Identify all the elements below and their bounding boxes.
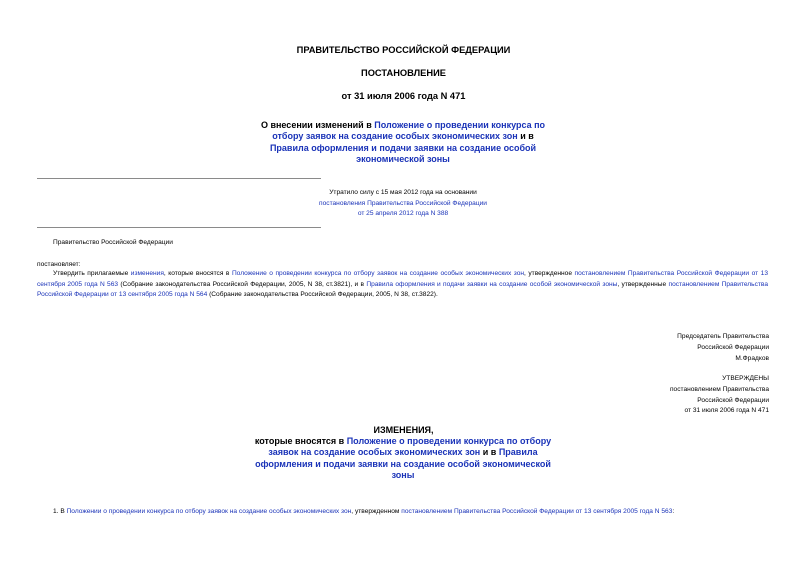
body-paragraph: Утвердить прилагаемые изменения, которые вносятся в Положение о проведении конкурса по отбору заявок на создание особых экономических зон, утвержденное постановлением Правительства Российской Федерации от 13 сентября 2005 года N 563 (Собрание законодательства Российской Федерации, 2005, N 38, ст.3821), и в Правила оформления и подачи заявки на создание особой экономической зоны, утвержденные постановлением Правительства Российской Федерации от 13 сентября 2005 года N 564 (Собрание законодательства Российской Федерации, 2005, N 38, ст.3822). <box>37 270 768 299</box>
item-1-link-regulation[interactable]: Положении о проведении конкурса по отбору заявок на создание особых экономических зон <box>66 508 352 515</box>
signature-block <box>549 332 769 364</box>
document-date-number: от 31 июля 2006 года N 471 <box>341 91 466 101</box>
status-link-decree-date[interactable]: от 25 апреля 2012 года N 388 <box>357 210 449 218</box>
changes-link-regulation[interactable]: Положение о проведении конкурса по отбору заявок на создание особых экономических зон <box>268 436 552 458</box>
link-changes[interactable]: изменения <box>130 270 164 277</box>
body-intro: Правительство Российской Федерации <box>53 239 173 246</box>
approval-block <box>549 374 769 417</box>
changes-heading: ИЗМЕНЕНИЯ, <box>373 425 434 435</box>
document-type: ПОСТАНОВЛЕНИЕ <box>361 68 446 78</box>
link-decree-564[interactable]: постановлением Правительства Российской Федерации от 13 сентября 2005 года N 564 <box>37 280 768 299</box>
status-link-decree[interactable]: постановления Правительства Российской Федерации <box>319 199 487 207</box>
title-link-regulation[interactable]: Положение о проведении конкурса по отбору заявок на создание особых экономических зон <box>272 120 546 142</box>
signature-name: М.Фрадков <box>735 354 769 362</box>
signature-position: Председатель Правительства <box>677 333 769 340</box>
link-rules[interactable]: Правила оформления и подачи заявки на создание особой экономической зоны <box>366 280 618 288</box>
approval-line-3: Российской Федерации <box>697 396 769 404</box>
body-decrees: постановляет: <box>37 261 81 268</box>
link-regulation[interactable]: Положение о проведении конкурса по отбору заявок на создание особых экономических зон <box>231 270 525 277</box>
document-title <box>253 120 553 166</box>
status-line: Утратило силу с 15 мая 2012 года на основании <box>329 189 477 196</box>
approval-line-2: постановлением Правительства <box>669 385 769 393</box>
title-conjunction: и в <box>517 131 534 142</box>
title-link-rules[interactable]: Правила оформления и подачи заявки на создание особой экономической зоны <box>269 142 537 165</box>
divider-bottom <box>37 227 321 228</box>
item-1-link-decree[interactable]: постановлением Правительства Российской Федерации от 13 сентября 2005 года N 563 <box>401 508 673 515</box>
link-decree-563[interactable]: постановлением Правительства Российской Федерации от 13 сентября 2005 года N 563 <box>37 270 768 288</box>
signature-country: Российской Федерации <box>697 343 769 351</box>
government-name: ПРАВИТЕЛЬСТВО РОССИЙСКОЙ ФЕДЕРАЦИИ <box>296 45 511 55</box>
approval-date: от 31 июля 2006 года N 471 <box>684 407 769 415</box>
title-prefix: О внесении изменений в <box>260 120 375 130</box>
changes-subtitle: которые вносятся в Положение о проведении конкурса по отбору заявок на создание особых экономических зон и в Правила оформления и подачи заявки на создание особой экономической зоны <box>254 436 552 481</box>
status-note <box>250 188 556 220</box>
approval-heading: УТВЕРЖДЕНЫ <box>722 375 769 382</box>
changes-link-rules[interactable]: Правила оформления и подачи заявки на создание особой экономической зоны <box>255 447 551 481</box>
divider-top <box>37 178 321 179</box>
item-1: 1. В Положении о проведении конкурса по отбору заявок на создание особых экономических зон, утвержденном постановлением Правительства Российской Федерации от 13 сентября 2005 года N 563: <box>53 508 675 515</box>
